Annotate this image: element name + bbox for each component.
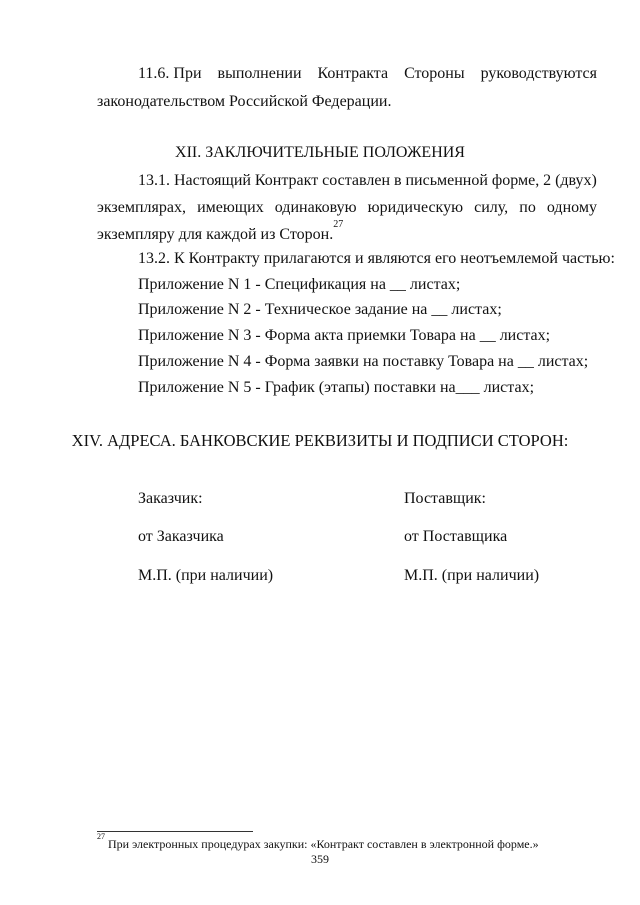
footnote-divider — [97, 831, 253, 832]
customer-from: от Заказчика — [138, 528, 224, 545]
supplier-from: от Поставщика — [404, 528, 508, 545]
word: Контракт — [254, 172, 319, 189]
word: 2 — [543, 172, 552, 189]
section-12-heading: XII. ЗАКЛЮЧИТЕЛЬНЫЕ ПОЛОЖЕНИЯ — [175, 144, 465, 161]
footnote-reference: 27 — [333, 218, 344, 230]
clause-11-6-line1 — [138, 64, 597, 84]
word: 13.1. — [138, 172, 170, 189]
appendix-item: Приложение N 5 - График (этапы) поставки на___ листах; — [138, 379, 535, 396]
clause-13-1-line1 — [138, 171, 597, 191]
word: юридическую — [367, 199, 464, 216]
clause-13-1-line2 — [97, 198, 597, 218]
word: (двух) — [555, 172, 597, 189]
clause-13-1-line3 — [97, 218, 344, 245]
word: Стороны — [404, 65, 465, 82]
appendix-item: Приложение N 1 - Спецификация на __ листах; — [138, 276, 461, 293]
word: Контракта — [317, 65, 389, 82]
page-number: 359 — [311, 852, 329, 866]
word: силу, — [474, 199, 509, 216]
clause-11-6-line2: законодательством Российской Федерации. — [97, 93, 392, 110]
word: письменной — [405, 172, 488, 189]
supplier-label: Поставщик: — [404, 490, 486, 507]
word: выполнении — [217, 65, 302, 82]
appendix-item: Приложение N 4 - Форма заявки на поставку Товара на __ листах; — [138, 353, 589, 370]
word: 11.6. При — [138, 65, 202, 82]
footnote-text: При электронных процедурах закупки: «Контракт составлен в электронной форме.» — [105, 837, 539, 851]
word: имеющих — [197, 199, 264, 216]
word: экземплярах, — [97, 199, 186, 216]
word: форме, — [491, 172, 540, 189]
supplier-seal: М.П. (при наличии) — [404, 567, 540, 584]
word: руководствуются — [480, 65, 597, 82]
word: одинаковую — [274, 199, 357, 216]
footnote — [97, 832, 539, 851]
word: составлен — [322, 172, 391, 189]
word: в — [393, 172, 402, 189]
word: по — [519, 199, 536, 216]
section-14-heading: XIV. АДРЕСА. БАНКОВСКИЕ РЕКВИЗИТЫ И ПОДПИСИ СТОРОН: — [71, 431, 569, 450]
customer-label: Заказчик: — [138, 490, 203, 507]
footnote-number: 27 — [97, 832, 105, 841]
appendix-item: Приложение N 3 - Форма акта приемки Товара на __ листах; — [138, 327, 551, 344]
clause-13-2: 13.2. К Контракту прилагаются и являются его неотъемлемой частью: — [138, 250, 615, 267]
customer-seal: М.П. (при наличии) — [138, 567, 274, 584]
word: Настоящий — [173, 172, 251, 189]
clause-text: экземпляру для каждой из Сторон. — [97, 226, 334, 243]
appendix-item: Приложение N 2 - Техническое задание на __ листах; — [138, 301, 502, 318]
word: одному — [546, 199, 597, 216]
